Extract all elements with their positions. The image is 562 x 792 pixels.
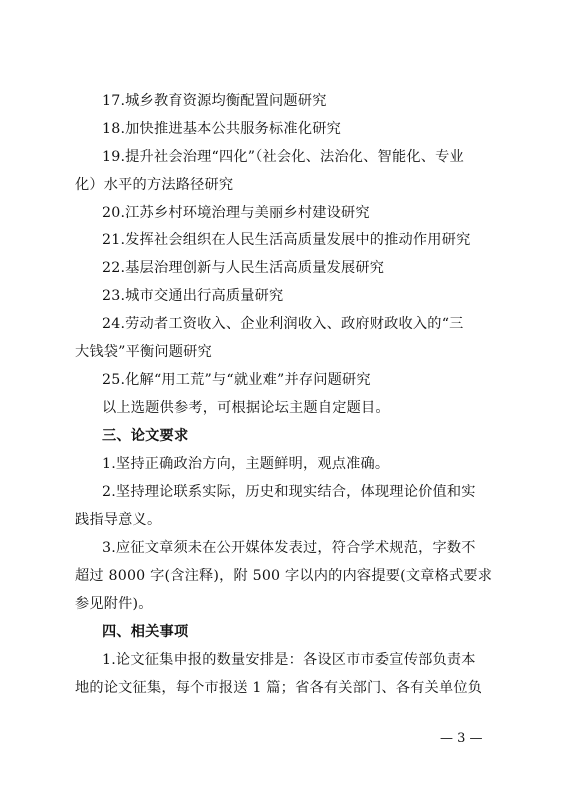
section-heading-paper-requirements: 三、论文要求 [102,428,189,444]
requirement-1: 1.坚持正确政治方向，主题鲜明，观点准确。 [102,456,390,472]
topics-note: 以上选题供参考，可根据论坛主题自定题目。 [102,400,390,416]
topic-item-22: 22.基层治理创新与人民生活高质量发展研究 [102,260,385,276]
matter-1-line-2: 地的论文征集，每个市报送 1 篇；省各有关部门、各有关单位负 [75,680,483,696]
topic-item-21: 21.发挥社会组织在人民生活高质量发展中的推动作用研究 [102,232,471,248]
requirement-3-line-3: 参见附件)。 [75,596,153,612]
topic-item-18: 18.加快推进基本公共服务标准化研究 [102,121,341,137]
topic-item-19-line-2: 化）水平的方法路径研究 [75,177,234,193]
topic-item-24-line-2: 大钱袋”平衡问题研究 [75,344,212,360]
matter-1-line-1: 1.论文征集申报的数量安排是：各设区市市委宣传部负责本 [102,652,476,668]
page-number: — 3 — [440,731,483,746]
topic-item-19-line-1: 19.提升社会治理“四化”（社会化、法治化、智能化、专业 [102,149,464,165]
requirement-2-line-2: 践指导意义。 [75,512,162,528]
topic-item-20: 20.江苏乡村环境治理与美丽乡村建设研究 [102,205,370,221]
topic-item-17: 17.城乡教育资源均衡配置问题研究 [102,93,327,109]
section-heading-related-matters: 四、相关事项 [102,624,189,640]
requirement-3-line-2: 超过 8000 字(含注释)，附 500 字以内的内容提要(文章格式要求 [75,568,493,584]
topic-item-23: 23.城市交通出行高质量研究 [102,288,284,304]
topic-item-24-line-1: 24.劳动者工资收入、企业利润收入、政府财政收入的“三 [102,316,464,332]
requirement-3-line-1: 3.应征文章须未在公开媒体发表过，符合学术规范，字数不 [102,540,476,556]
requirement-2-line-1: 2.坚持理论联系实际，历史和现实结合，体现理论价值和实 [102,484,476,500]
topic-item-25: 25.化解“用工荒”与“就业难”并存问题研究 [102,372,371,388]
